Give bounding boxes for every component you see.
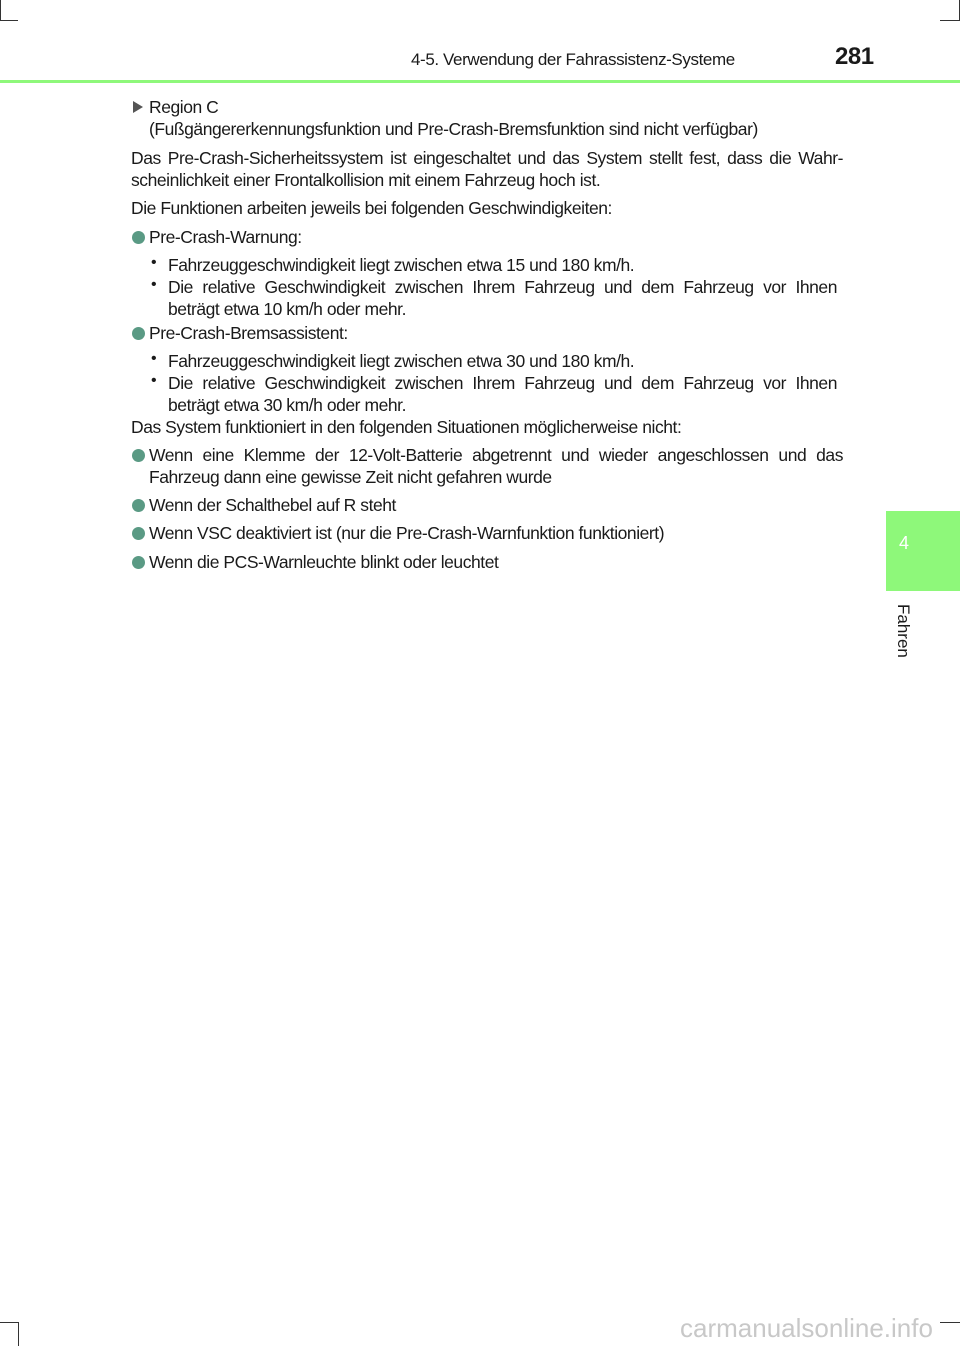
watermark: carmanualsonline.info <box>680 1313 933 1343</box>
list-item: Wenn eine Klemme der 12-Volt-Batterie abgetrennt und wieder angeschlossen und das <box>149 445 843 465</box>
list-item: Die relative Geschwindigkeit zwischen Ihrem Fahrzeug und dem Fahrzeug vor Ihnen <box>168 373 837 393</box>
list-item: Wenn VSC deaktiviert ist (nur die Pre-Crash-Warnfunktion funktioniert) <box>149 523 665 543</box>
crop-mark <box>0 1322 18 1323</box>
sub-bullet: • <box>151 350 157 367</box>
chapter-tab[interactable] <box>886 511 960 591</box>
chapter-number: 4 <box>899 533 910 553</box>
circle-bullet-icon <box>132 527 145 540</box>
page-number: 281 <box>835 43 874 70</box>
paragraph: Die Funktionen arbeiten jeweils bei folgenden Geschwindigkeiten: <box>131 198 612 218</box>
chapter-label: Fahren <box>894 604 913 658</box>
crop-mark <box>0 20 18 21</box>
crop-mark <box>0 0 1 20</box>
crop-mark <box>940 20 960 21</box>
region-title: Region C <box>149 97 219 117</box>
list-item: Wenn die PCS-Warnleuchte blinkt oder leuchtet <box>149 552 499 572</box>
list-item: beträgt etwa 10 km/h oder mehr. <box>168 299 406 319</box>
triangle-bullet-icon <box>133 101 143 113</box>
circle-bullet-icon <box>132 499 145 512</box>
list-item: Fahrzeug dann eine gewisse Zeit nicht gefahren wurde <box>149 467 552 487</box>
paragraph: Das System funktioniert in den folgenden Situationen möglicherweise nicht: <box>131 417 682 437</box>
list-item: Die relative Geschwindigkeit zwischen Ihrem Fahrzeug und dem Fahrzeug vor Ihnen <box>168 277 837 297</box>
list-item: Fahrzeuggeschwindigkeit liegt zwischen etwa 15 und 180 km/h. <box>168 255 635 275</box>
circle-bullet-icon <box>132 231 145 244</box>
circle-bullet-icon <box>132 327 145 340</box>
crop-mark <box>940 1322 960 1323</box>
list-heading: Pre-Crash-Warnung: <box>149 227 302 247</box>
circle-bullet-icon <box>132 449 145 462</box>
sub-bullet: • <box>151 276 157 293</box>
paragraph: Das Pre-Crash-Sicherheitssystem ist eingeschaltet und das System stellt fest, dass die Wahr- <box>131 148 843 168</box>
paragraph: scheinlichkeit einer Frontalkollision mit einem Fahrzeug hoch ist. <box>131 170 601 190</box>
sub-bullet: • <box>151 372 157 389</box>
header-rule <box>0 80 960 83</box>
region-note: (Fußgängererkennungsfunktion und Pre-Crash-Bremsfunktion sind nicht verfügbar) <box>149 119 758 139</box>
crop-mark <box>18 1322 19 1346</box>
circle-bullet-icon <box>132 556 145 569</box>
section-title: 4-5. Verwendung der Fahrassistenz-Systeme <box>411 50 735 69</box>
list-heading: Pre-Crash-Bremsassistent: <box>149 323 348 343</box>
list-item: Fahrzeuggeschwindigkeit liegt zwischen etwa 30 und 180 km/h. <box>168 351 635 371</box>
list-item: beträgt etwa 30 km/h oder mehr. <box>168 395 406 415</box>
list-item: Wenn der Schalthebel auf R steht <box>149 495 396 515</box>
sub-bullet: • <box>151 254 157 271</box>
